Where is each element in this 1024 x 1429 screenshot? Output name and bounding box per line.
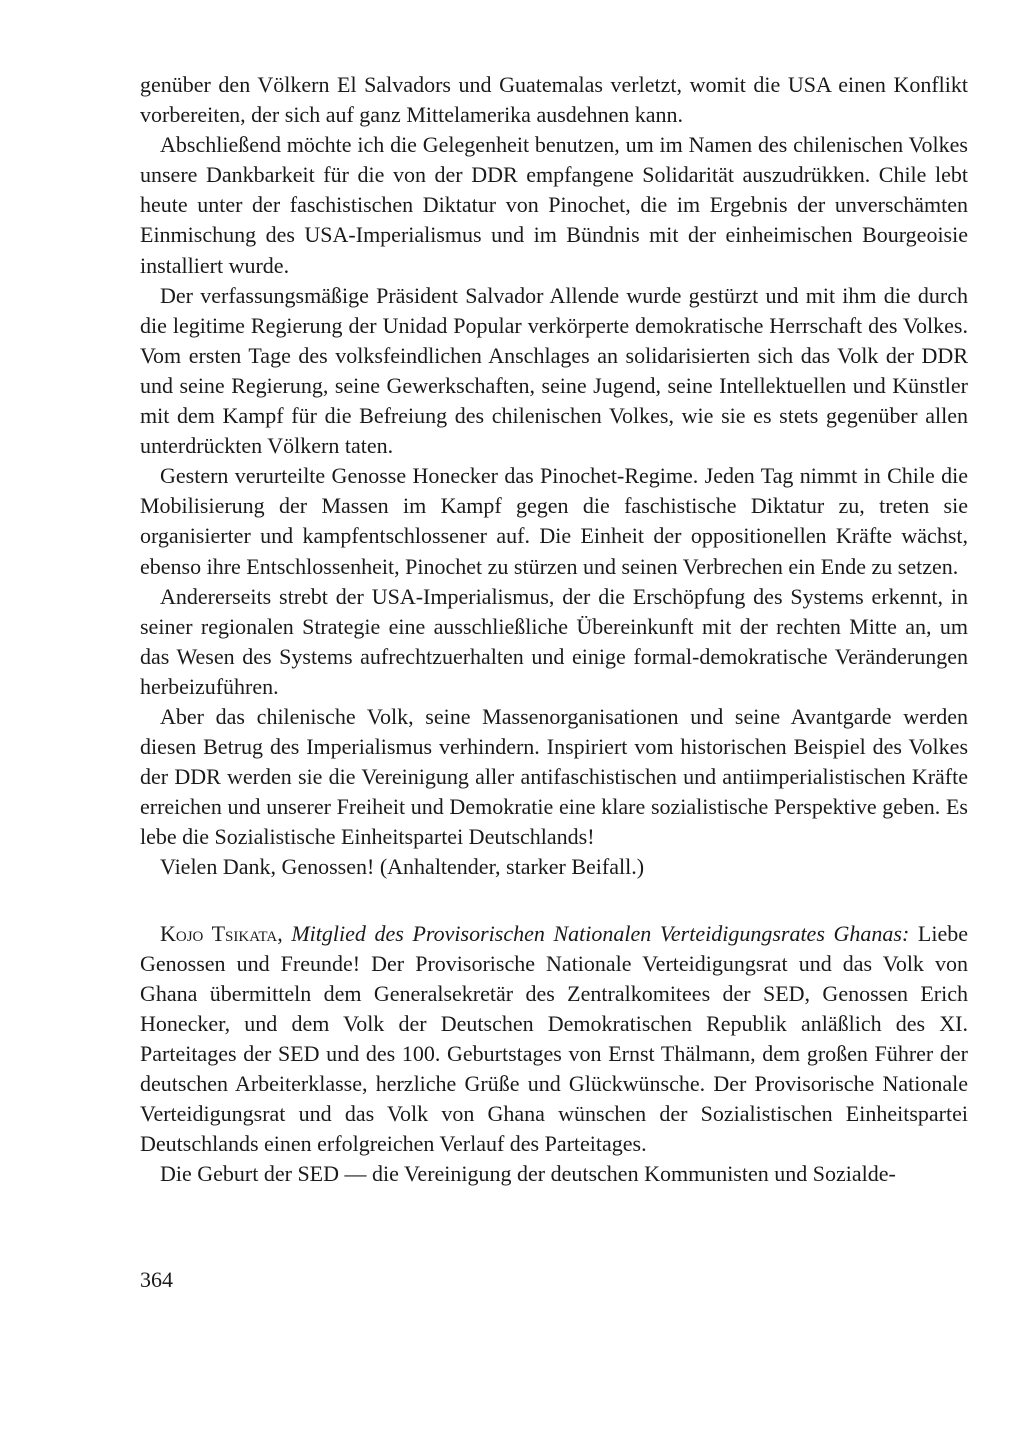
paragraph-1: genüber den Völkern El Salvadors und Guatemalas verletzt, womit die USA einen Konflikt vorbereiten, der sich auf ganz Mittelamerika ausdehnen kann. [140,72,968,128]
speech-text: Liebe Genossen und Freunde! Der Provisorische Nationale Verteidigungsrat und das Volk von Ghana übermitteln dem Generalsekretär des Zentralkomitees der SED, Genossen Erich Honecker, und dem Volk der Deutschen Demokratischen Republik anläßlich des XI. Parteitages der SED und des 100. Geburtstages von Ernst Thälmann, dem großen Führer der deutschen Arbeiterklasse, herzliche Grüße und Glückwünsche. Der Provisorische Nationale Verteidigungsrat und das Volk von Ghana wünschen der Sozialistischen Einheitspartei Deutschlands einen erfolgreichen Verlauf des Parteitages. [140,920,969,1157]
speech-paragraph [140,919,968,1160]
paragraph-6: Aber das chilenische Volk, seine Massenorganisationen und seine Avantgarde werden diesen Betrug des Imperialismus verhindern. Inspiriert vom historischen Beispiel des Volkes der DDR werden sie die Vereinigung aller antifaschistischen und antiimperialistischen Kräfte erreichen und unserer Freiheit und Demokratie eine klare sozialistische Perspektive geben. Es lebe die Sozialistische Einheitspartei Deutschlands! [140,703,968,850]
paragraph-4: Gestern verurteilte Genosse Honecker das Pinochet-Regime. Jeden Tag nimmt in Chile die Mobilisierung der Massen im Kampf gegen die faschistische Diktatur zu, treten sie organisierter und kampfentschlossener auf. Die Einheit der oppositionellen Kräfte wächst, ebenso ihre Entschlossenheit, Pinochet zu stürzen und seinen Verbrechen ein Ende zu setzen. [140,463,968,579]
speaker-role: Mitglied des Provisorischen Nationalen Verteidigungsrates Ghanas: [291,920,910,946]
paragraph-2: Abschließend möchte ich die Gelegenheit benutzen, um im Namen des chilenischen Volkes unsere Dankbarkeit für die von der DDR empfangene Solidarität auszudrükken. Chile lebt heute unter der faschistischen Diktatur von Pinochet, die im Ergebnis der unverschämten Einmischung des USA-Imperialismus und im Bündnis mit der einheimischen Bourgeoisie installiert wurde. [140,132,968,278]
speaker-name: Kojo Tsikata, [160,920,283,946]
page-number: 364 [140,1267,173,1292]
section-gap [140,883,968,919]
paragraph-5: Andererseits strebt der USA-Imperialismus, der die Erschöpfung des Systems erkennt, in seiner regionalen Strategie eine ausschließliche Übereinkunft mit der rechten Mitte an, um das Wesen des Systems aufrechtzuerhalten und einige formal-demokratische Veränderungen herbeizuführen. [140,583,968,699]
paragraph-3: Der verfassungsmäßige Präsident Salvador Allende wurde gestürzt und mit ihm die durch die legitime Regierung der Unidad Popular verkörperte demokratische Herrschaft des Volkes. Vom ersten Tage des volksfeindlichen Anschlages an solidarisierten sich das Volk der DDR und seine Regierung, seine Gewerkschaften, seine Jugend, seine Intellektuellen und Künstler mit dem Kampf für die Befreiung des chilenischen Volkes, wie sie es stets gegenüber allen unterdrückten Völkern taten. [140,282,968,459]
final-paragraph: Die Geburt der SED — die Vereinigung der deutschen Kommunisten und Sozialde- [160,1161,896,1187]
paragraph-7: Vielen Dank, Genossen! (Anhaltender, starker Beifall.) [160,854,645,880]
page-body [140,70,968,1189]
